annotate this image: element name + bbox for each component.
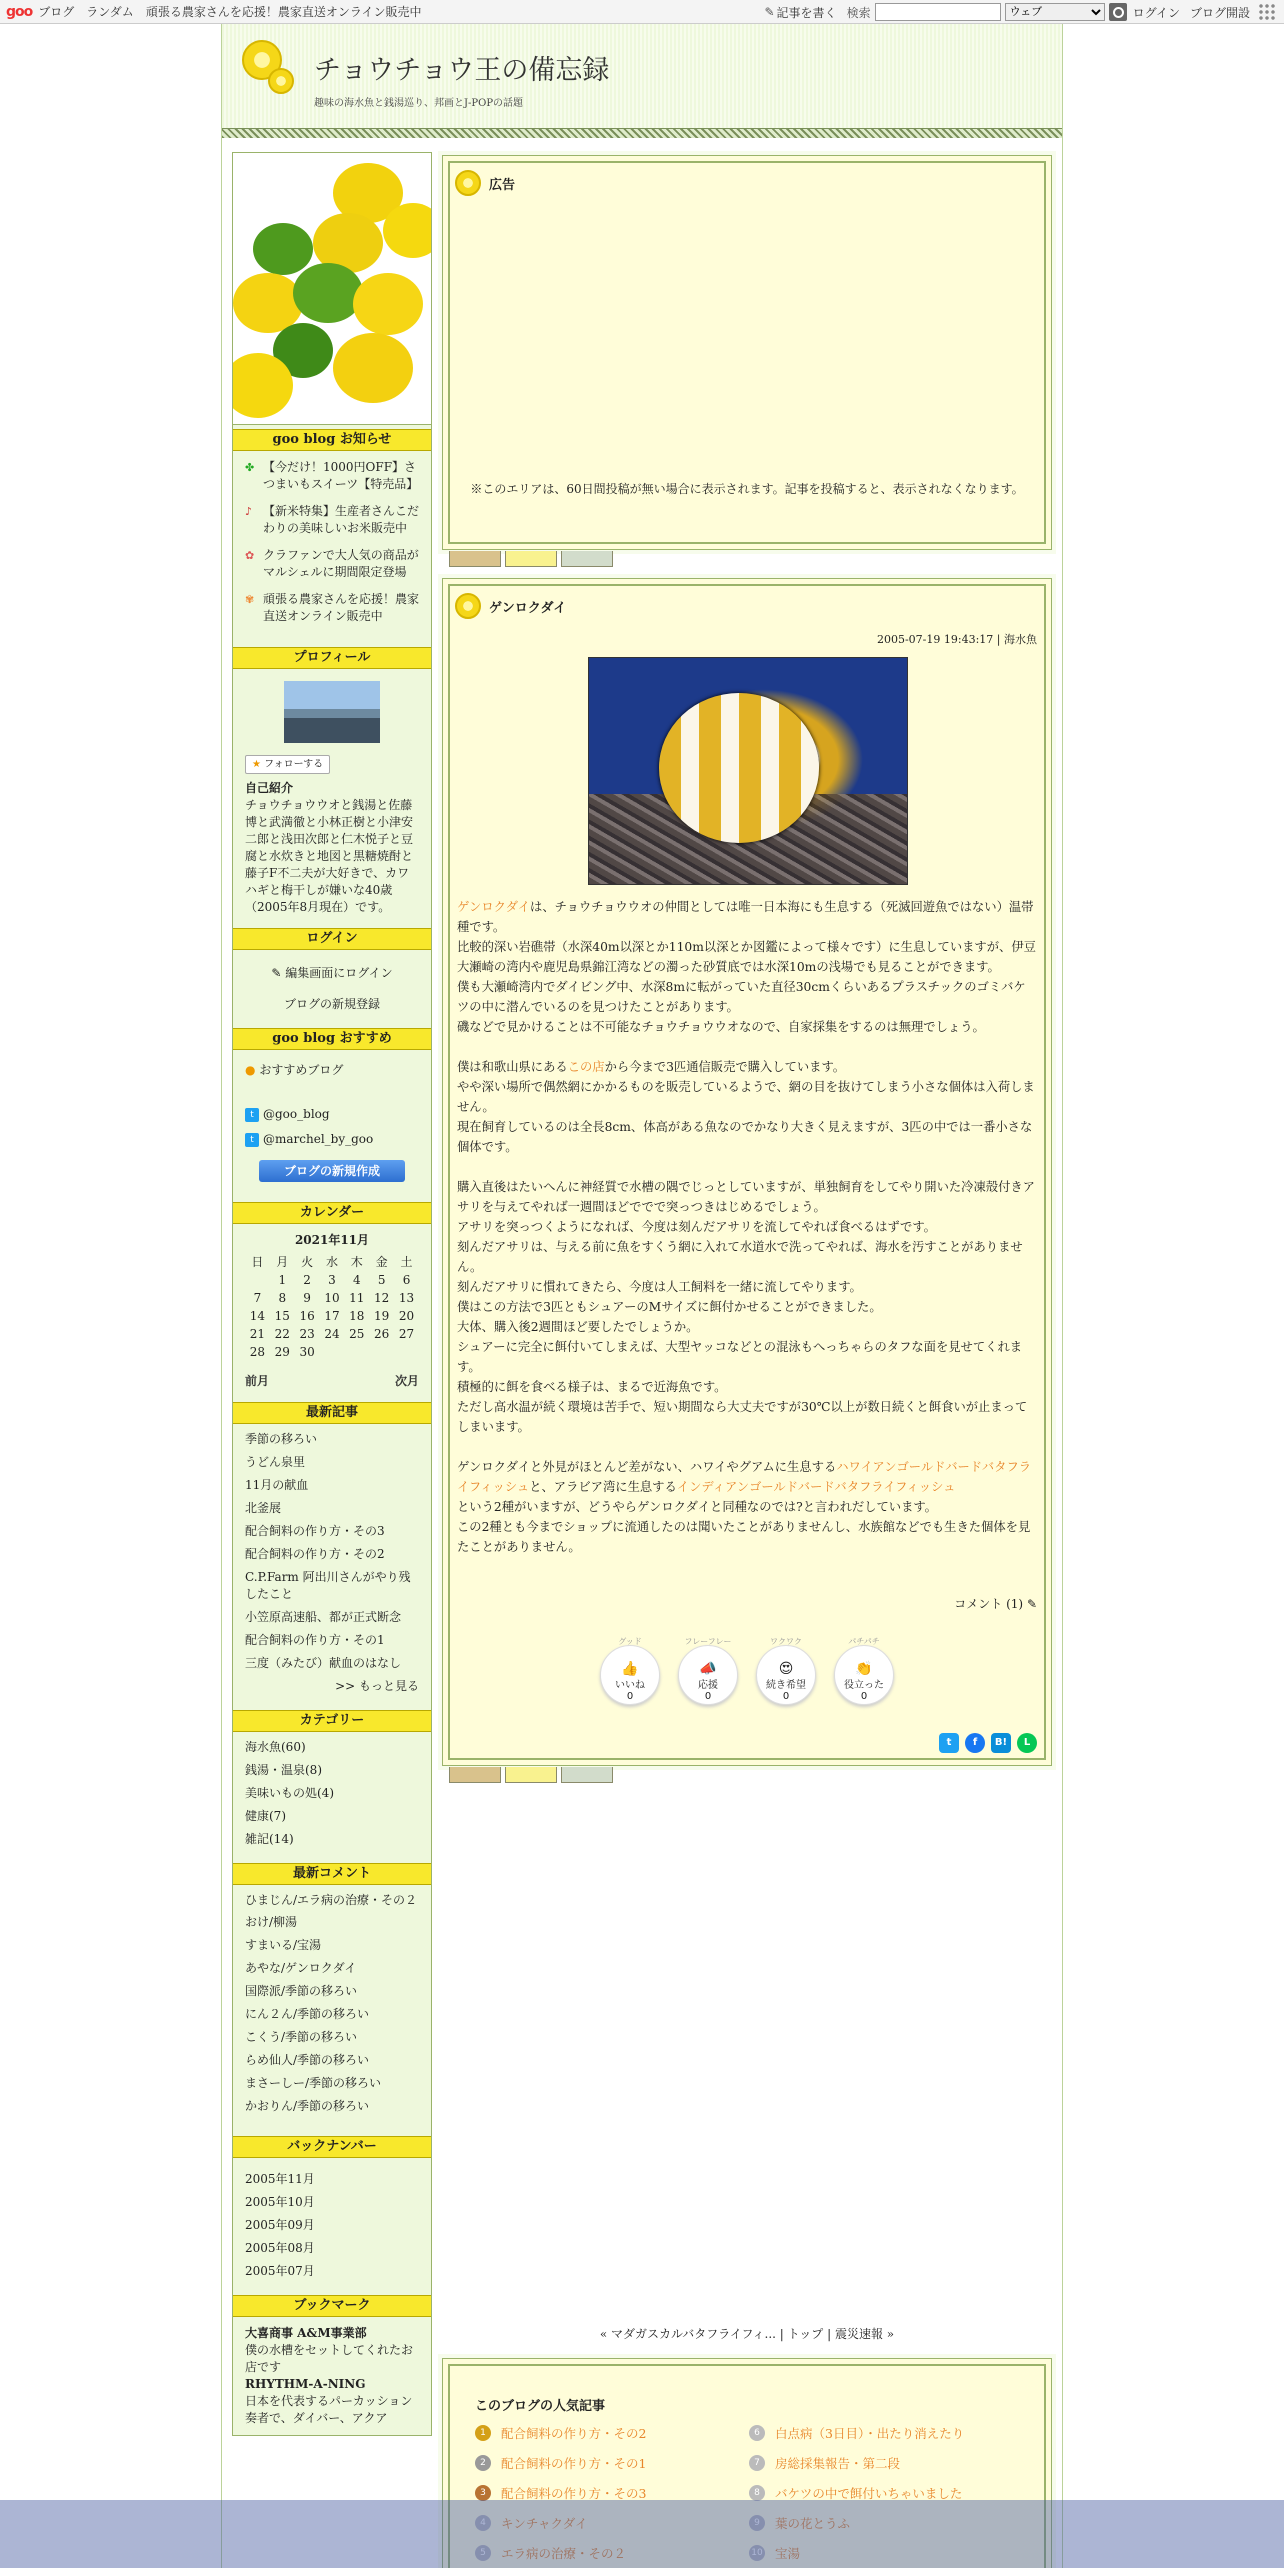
crown-icon: 3	[475, 2485, 491, 2501]
lemon-icon	[268, 68, 294, 94]
popular-item[interactable]: 5 エラ病の治療・その２	[475, 2544, 626, 2562]
twitter-marchel[interactable]: t @marchel_by_goo	[245, 1127, 419, 1152]
create-blog-button[interactable]: ブログの新規作成	[259, 1160, 405, 1182]
new-register-link[interactable]: ブログの新規登録	[283, 997, 380, 1011]
popular-item[interactable]: 3 配合飼料の作り方・その3	[475, 2484, 646, 2502]
para: 僕はこの方法で3匹ともシュアーのMサイズに餌付かせることができました。	[457, 1300, 882, 1314]
article-body	[457, 897, 1037, 1557]
twitter-icon: t	[245, 1108, 259, 1122]
more-link[interactable]: >> もっと見る	[335, 1679, 419, 1693]
search-input[interactable]	[875, 3, 1001, 21]
goo-logo[interactable]: goo	[6, 3, 33, 20]
comment-item[interactable]: まさーしー/季節の移ろい	[245, 2076, 382, 2090]
reco-section	[233, 1050, 431, 1198]
para: 現在飼育しているのは全長8cm、体高がある魚なのでかなり大きく見えますが、3匹の中では一番小さな個体です。	[457, 1120, 1033, 1154]
pencil-icon: ✎	[271, 966, 282, 980]
prev-month-link[interactable]: 前月	[245, 1374, 270, 1388]
bookmark-heading: ブックマーク	[233, 2295, 431, 2317]
search-label: 検索	[846, 5, 871, 20]
backnumber-item[interactable]: 2005年09月	[245, 2218, 315, 2232]
comment-heading: 最新コメント	[233, 1863, 431, 1885]
popular-item[interactable]: 1 配合飼料の作り方・その2	[475, 2424, 646, 2442]
profile-heading: プロフィール	[233, 647, 431, 669]
para: という2種がいますが、どうやらゲンロクダイと同種なのでは?と言われだしています。	[457, 1500, 937, 1514]
recent-item[interactable]: うどん泉里	[245, 1455, 306, 1469]
notice-item[interactable]: ✾ 頑張る農家さんを応援！農家直送オンライン販売中	[245, 592, 420, 623]
para: 積極的に餌を食べる様子は、まるで近海魚です。	[457, 1380, 727, 1394]
search-scope-select[interactable]	[1005, 3, 1105, 21]
line-share-icon[interactable]: L	[1017, 1733, 1037, 1753]
bulb-icon: ●	[245, 1063, 256, 1077]
edit-login-link[interactable]: ✎ 編集画面にログイン	[271, 966, 393, 980]
lemon-shape	[333, 333, 413, 403]
notice-heading: goo blog お知らせ	[233, 429, 431, 451]
popular-item[interactable]: 10 宝湯	[749, 2544, 800, 2562]
calendar-week: 14 15 16 17 18 19 20	[249, 1308, 415, 1323]
follow-button[interactable]: ★ フォローする	[245, 755, 330, 774]
recent-list	[233, 1424, 431, 1706]
popular-item[interactable]: 9 葉の花とうふ	[749, 2514, 850, 2532]
reco-link[interactable]: ● おすすめブログ	[245, 1063, 344, 1077]
tab-deco	[561, 1767, 613, 1783]
recent-item[interactable]: 配合飼料の作り方・その2	[245, 1547, 385, 1561]
clover-icon: ✤	[245, 461, 255, 474]
category-item[interactable]: 健康(7)	[245, 1809, 286, 1823]
comment-item[interactable]: すまいる/宝湯	[245, 1938, 322, 1952]
fish-body	[659, 693, 819, 843]
recent-item[interactable]: 三度（みたび）献血のはなし	[245, 1656, 402, 1670]
comment-item[interactable]: 国際派/季節の移ろい	[245, 1984, 358, 1998]
recent-item[interactable]: 11月の献血	[245, 1478, 309, 1492]
notice-item[interactable]: ♪ 【新米特集】生産者さんこだわりの美味しいお米販売中	[245, 504, 420, 535]
topbar-link-random[interactable]: ランダム	[86, 5, 134, 19]
category-item[interactable]: 銭湯・温泉(8)	[245, 1763, 322, 1777]
recent-heading: 最新記事	[233, 1402, 431, 1424]
shop-link[interactable]: この店	[567, 1060, 605, 1074]
backnumber-list	[233, 2158, 431, 2291]
intro-text: チョウチョウウオと銭湯と佐藤博と武満徹と小林正樹と小津安二郎と浅田次郎と仁木悦子と豆腐と水炊きと地図と黒糖焼酎と藤子F不二夫が大好きで、カワハギと梅干しが嫌いな40歳（2005年8月現在）です。	[245, 798, 414, 914]
twitter-icon: t	[245, 1133, 259, 1147]
reaction-cheer-button[interactable]: フレーフレー 📣 応援 0	[678, 1645, 738, 1705]
share-bar	[939, 1733, 1037, 1753]
profile-section	[233, 669, 431, 924]
clap-icon: 👏	[855, 1661, 873, 1677]
comment-item[interactable]: こくう/季節の移ろい	[245, 2030, 358, 2044]
para: ゲンロクダイと外見がほとんど差がない、ハワイやグアムに生息するハワイアンゴールドバードバタフライフィッシュと、アラビア湾に生息するインディアンゴールドバードバタフライフィッシュ	[457, 1460, 1032, 1494]
para: この2種とも今までショップに流通したのは聞いたことがありませんし、水族館などでも生きた個体を見たことがありません。	[457, 1520, 1031, 1554]
article-box	[442, 578, 1052, 1766]
login-heading: ログイン	[233, 928, 431, 950]
comment-item[interactable]: らめ仙人/季節の移ろい	[245, 2053, 370, 2067]
tab-deco	[449, 1767, 501, 1783]
rank-badge: 10	[749, 2545, 765, 2561]
backnumber-item[interactable]: 2005年10月	[245, 2195, 315, 2209]
rank-badge: 5	[475, 2545, 491, 2561]
para: 刻んだアサリに慣れてきたら、今度は人工飼料を一緒に流してやります。	[457, 1280, 862, 1294]
star-icon: ★	[252, 759, 261, 770]
reaction-useful-button[interactable]: パチパチ 👏 役立った 0	[834, 1645, 894, 1705]
post-meta: 2005-07-19 19:43:17 | 海水魚	[876, 633, 1037, 646]
notice-item[interactable]: ✿ クラファンで大人気の商品がマルシェルに期間限定登場	[245, 548, 419, 579]
blog-title[interactable]: チョウチョウ王の備忘録	[314, 55, 610, 86]
apps-grid-icon[interactable]	[1258, 3, 1276, 21]
hatena-share-icon[interactable]: B!	[991, 1733, 1011, 1753]
para: シュアーに完全に餌付いてしまえば、大型ヤッコなどとの混泳もへっちゃらのタフな面を見せてくれます。	[457, 1340, 1023, 1374]
category-heading: カテゴリー	[233, 1710, 431, 1732]
comment-item[interactable]: かおりん/季節の移ろい	[245, 2099, 370, 2113]
flower-icon: ✾	[245, 593, 255, 606]
para: 僕は和歌山県にあるこの店から今まで3匹通信販売で購入しています。	[457, 1060, 846, 1074]
indian-link[interactable]: インディアンゴールドバードバタフライフィッシュ	[676, 1480, 956, 1494]
post-title[interactable]: ゲンロクダイ	[455, 593, 566, 619]
lemon-icon	[455, 593, 481, 619]
calendar-week: 28 29 30	[249, 1344, 315, 1359]
popular-item[interactable]: 8 バケツの中で餌付いちゃいました	[749, 2484, 962, 2502]
twitter-goo-blog[interactable]: t @goo_blog	[245, 1102, 419, 1127]
write-article-link[interactable]: 記事を書く	[776, 5, 837, 20]
next-month-link[interactable]: 次月	[394, 1374, 419, 1388]
para: 大体、購入後2週間ほど要したでしょうか。	[457, 1320, 699, 1334]
crown-icon: 2	[475, 2455, 491, 2471]
comment-item[interactable]: ひまじん/エラ病の治療・その２	[245, 1893, 418, 1907]
para: 磯などで見かけることは不可能なチョウチョウウオなので、自家採集をするのは無理でしょう。	[457, 1020, 985, 1034]
goo-topbar	[0, 0, 1284, 24]
reaction-bar	[443, 1637, 1051, 1705]
para: 僕も大瀬崎湾内でダイビング中、水深8mに転がっていた直径30cmくらいあるプラスチックのゴミバケツの中に潜んでいるのを見つけたことがあります。	[457, 980, 1026, 1014]
calendar-table	[245, 1253, 419, 1361]
recent-item[interactable]: 配合飼料の作り方・その1	[245, 1633, 385, 1647]
post-pager[interactable]: « マダガスカルバタフライフィ... | トップ | 震災速報 »	[599, 2327, 895, 2341]
para: 刻んだアサリは、与える前に魚をすくう網に入れて水道水で洗ってやれば、海水を汚すことがありません。	[457, 1240, 1023, 1274]
topbar-link-promo[interactable]: 頑張る農家さんを応援！農家直送オンライン販売中	[145, 5, 422, 19]
flower-icon: ✿	[245, 549, 255, 562]
calendar-month: 2021年11月	[294, 1233, 370, 1247]
reaction-more-button[interactable]: ワクワク 😍 続き希望 0	[756, 1645, 816, 1705]
login-link[interactable]: ログイン	[1132, 5, 1180, 20]
calendar-weekdays: 日 月 火 水 木 金 土	[251, 1254, 413, 1269]
calendar	[233, 1224, 431, 1398]
popular-title: このブログの人気記事	[475, 2399, 606, 2414]
profile-photo	[284, 681, 380, 743]
lemon-icon	[455, 170, 481, 196]
category-item[interactable]: 雑記(14)	[245, 1832, 294, 1846]
rank-badge: 6	[749, 2425, 765, 2441]
header-divider	[222, 128, 1062, 138]
facebook-share-icon[interactable]: f	[965, 1733, 985, 1753]
rank-badge: 4	[475, 2515, 491, 2531]
box-tabs	[449, 1767, 617, 1783]
backnumber-item[interactable]: 2005年07月	[245, 2264, 315, 2278]
lemon-shape	[233, 353, 293, 418]
category-item[interactable]: 海水魚(60)	[245, 1740, 306, 1754]
open-blog-link[interactable]: ブログ開設	[1189, 5, 1250, 20]
lemon-shape	[383, 203, 431, 258]
comment-item[interactable]: あやな/ゲンロクダイ	[245, 1961, 357, 1975]
tab-deco	[505, 551, 557, 567]
bookmark-desc: 日本を代表するパーカッション奏者で、ダイバー、アクア	[245, 2394, 413, 2425]
category-list	[233, 1732, 431, 1859]
notice-item[interactable]: ✤ 【今だけ！1000円OFF】さつまいもスイーツ【特売品】	[245, 460, 419, 491]
rank-badge: 9	[749, 2515, 765, 2531]
recent-item[interactable]: 北釜展	[245, 1501, 282, 1515]
notice-list	[233, 451, 431, 643]
lime-shape	[293, 263, 363, 323]
para: ゲンロクダイは、チョウチョウウオの仲間としては唯一日本海にも生息する（死滅回遊魚ではない）温帯種です。	[457, 900, 1034, 934]
backnumber-item[interactable]: 2005年11月	[245, 2172, 315, 2186]
tab-deco	[505, 1767, 557, 1783]
bookmark-link[interactable]: 大喜商事 A&M事業部	[245, 2326, 367, 2340]
para: 比較的深い岩礁帯（水深40m以深とか110m以深とか図鑑によって様々です）に生息していますが、伊豆大瀬崎の湾内や鹿児島県錦江湾などの濁った砂質底では水深10mの浅場でも見ることができます。	[457, 940, 1036, 974]
bookmark-list	[233, 2317, 431, 2435]
calendar-week: 1 2 3 4 5 6	[278, 1272, 411, 1287]
recent-item[interactable]: C.P.Farm 阿出川さんがやり残したこと	[245, 1570, 411, 1601]
bottom-banner-overlay[interactable]	[0, 2500, 1284, 2568]
para: 購入直後はたいへんに神経質で水槽の隅でじっとしていますが、単独飼育をしてやり開いた冷凍殻付きアサリを与えてやれば一週間ほどででで突っつきはじめるでしょう。	[457, 1180, 1035, 1214]
hawaiian-link[interactable]: ハワイアンゴールドバードバタフライフィッシュ	[457, 1460, 1032, 1494]
lemon-shape	[353, 273, 423, 335]
para: やや深い場所で偶然網にかかるものを販売しているようで、網の目を抜けてしまう小さな個体は入荷しません。	[457, 1080, 1035, 1114]
tab-deco	[449, 551, 501, 567]
tab-deco	[561, 551, 613, 567]
comment-link[interactable]: コメント (1) ✎	[954, 1597, 1037, 1611]
megaphone-icon: 📣	[699, 1661, 717, 1677]
category-item[interactable]: 美味いもの処(4)	[245, 1786, 334, 1800]
para: アサリを突っつくようになれば、今度は刻んだアサリを流してやれば食べるはずです。	[457, 1220, 936, 1234]
topbar-link-blog[interactable]: ブログ	[38, 5, 75, 19]
popular-item[interactable]: 7 房総採集報告・第二段	[749, 2454, 900, 2472]
search-icon[interactable]	[1109, 3, 1127, 21]
recent-item[interactable]: 配合飼料の作り方・その3	[245, 1524, 385, 1538]
comment-item[interactable]: おけ/柳湯	[245, 1915, 298, 1929]
pencil-icon: ✎	[1026, 1597, 1037, 1611]
calendar-week: 21 22 23 24 25 26 27	[249, 1326, 415, 1341]
popular-item[interactable]: 6 白点病（3日目）・出たり消えたり	[749, 2424, 964, 2442]
pencil-icon: ✎	[764, 5, 775, 19]
comment-item[interactable]: にん２ん/季節の移ろい	[245, 2007, 370, 2021]
rank-badge: 8	[749, 2485, 765, 2501]
sidebar	[232, 152, 432, 2436]
fish-photo[interactable]	[588, 657, 908, 885]
blog-header	[221, 24, 1063, 138]
backnumber-item[interactable]: 2005年08月	[245, 2241, 315, 2255]
popular-item[interactable]: 4 キンチャクダイ	[475, 2514, 588, 2532]
thumbs-up-icon: 👍	[621, 1661, 639, 1677]
heart-eyes-icon: 😍	[778, 1661, 794, 1677]
reco-heading: goo blog おすすめ	[233, 1028, 431, 1050]
music-icon: ♪	[245, 505, 253, 518]
lemon-photo	[233, 153, 431, 425]
recent-item[interactable]: 季節の移ろい	[245, 1432, 318, 1446]
ad-title: 広告	[455, 170, 515, 196]
calendar-heading: カレンダー	[233, 1202, 431, 1224]
bookmark-desc: 僕の水槽をセットしてくれたお店です	[245, 2343, 414, 2374]
comment-list	[233, 1885, 431, 2126]
reaction-like-button[interactable]: グッド 👍 いいね 0	[600, 1645, 660, 1705]
backnumber-heading: バックナンバー	[233, 2136, 431, 2158]
blog-subtitle: 趣味の海水魚と銭湯巡り、邦画とJ-POPの話題	[314, 98, 524, 109]
popular-item[interactable]: 2 配合飼料の作り方・その1	[475, 2454, 646, 2472]
ad-note: ※このエリアは、60日間投稿が無い場合に表示されます。記事を投稿すると、表示されなくなります。	[470, 482, 1024, 496]
recent-item[interactable]: 小笠原高速船、都が正式断念	[245, 1610, 402, 1624]
fish-link[interactable]: ゲンロクダイ	[457, 900, 531, 914]
box-tabs	[449, 551, 617, 567]
twitter-share-icon[interactable]: t	[939, 1733, 959, 1753]
crown-icon: 1	[475, 2425, 491, 2441]
lime-shape	[253, 223, 313, 275]
ad-box	[442, 155, 1052, 550]
calendar-week: 7 8 9 10 11 12 13	[253, 1290, 415, 1305]
intro-heading: 自己紹介	[245, 781, 294, 795]
login-section	[233, 950, 431, 1028]
para: ただし高水温が続く環境は苦手で、短い期間なら大丈夫ですが30℃以上が数日続くと餌食いが止まってしまいます。	[457, 1400, 1028, 1434]
rank-badge: 7	[749, 2455, 765, 2471]
bookmark-link[interactable]: RHYTHM-A-NING	[245, 2377, 366, 2391]
